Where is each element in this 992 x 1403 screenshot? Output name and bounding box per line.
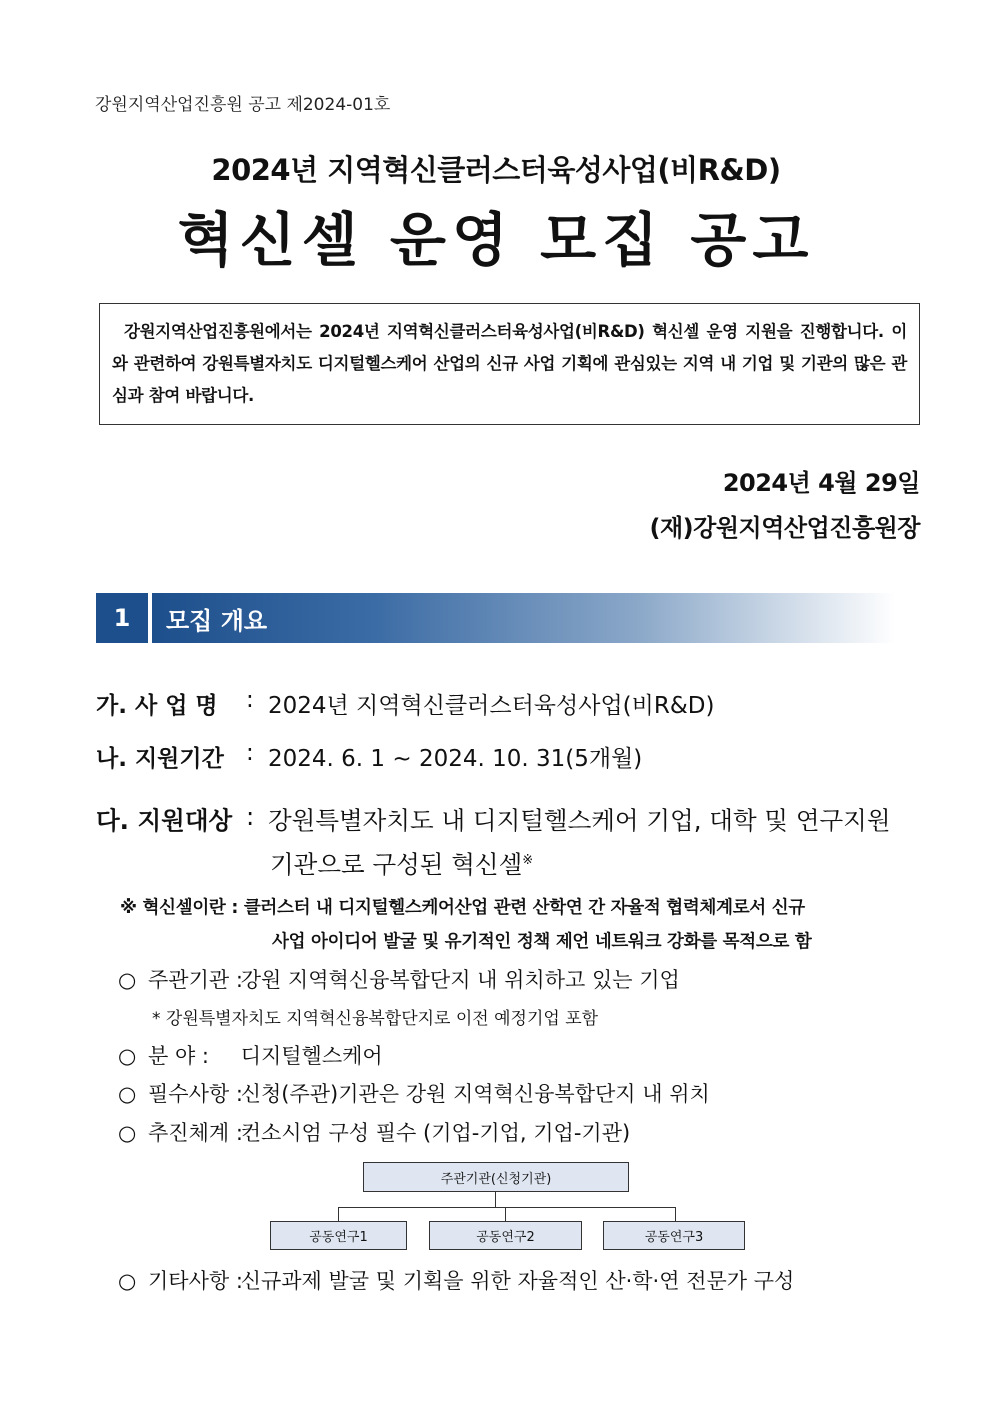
bullet-mark: ○ <box>118 1044 137 1068</box>
bullet-mark: ○ <box>118 1082 137 1106</box>
organization-name: (재)강원지역산업진흥원장 <box>649 514 920 542</box>
bullet-requirement <box>118 1078 710 1108</box>
bullet-mark: ○ <box>118 1269 137 1293</box>
item-value: 2024. 6. 1 ~ 2024. 10. 31(5개월) <box>268 746 643 772</box>
bullet-etc <box>118 1265 794 1295</box>
bullet-label: 기타사항 : <box>148 1269 243 1293</box>
section-header <box>96 593 896 643</box>
notice-number: 강원지역산업진흥원 공고 제2024-01호 <box>95 95 391 115</box>
bullet-sub-note: * 강원특별자치도 지역혁신융복합단지로 이전 예정기업 포함 <box>152 1009 599 1029</box>
bullet-label: 추진체계 : <box>148 1121 243 1145</box>
bullet-value: 디지털헬스케어 <box>240 1044 383 1068</box>
connector-line <box>338 1207 675 1208</box>
item-support-period: 나. 지원기간 : 2024. 6. 1 ~ 2024. 10. 31(5개월) <box>96 740 643 772</box>
section-number: 1 <box>96 593 148 643</box>
intro-box <box>99 303 920 425</box>
item-support-target: 다. 지원대상 : 강원특별자치도 내 디지털헬스케어 기업, 대학 및 연구지원 <box>96 802 891 835</box>
bullet-system <box>118 1117 630 1147</box>
connector-line <box>495 1192 496 1207</box>
bullet-label: 주관기관 : <box>148 968 243 992</box>
item-value: 강원특별자치도 내 디지털헬스케어 기업, 대학 및 연구지원 <box>268 806 891 835</box>
item-project-name: 가. 사 업 명 : 2024년 지역혁신클러스터육성사업(비R&D) <box>96 687 715 719</box>
bullet-field <box>118 1040 383 1070</box>
item-label: 다. 지원대상 <box>96 806 233 835</box>
note-line-2: 사업 아이디어 발굴 및 유기적인 정책 제언 네트워크 강화를 목적으로 함 <box>272 932 812 952</box>
connector-line <box>338 1207 339 1221</box>
org-chart-top: 주관기관(신청기관) <box>363 1162 629 1192</box>
bullet-value: 신규과제 발굴 및 기획을 위한 자율적인 산·학·연 전문가 구성 <box>240 1269 795 1293</box>
bullet-host-institution <box>118 964 680 994</box>
item-label: 나. 지원기간 <box>96 746 224 772</box>
title-line-1: 2024년 지역혁신클러스터육성사업(비R&D) <box>211 153 781 187</box>
item-value-line2: 기관으로 구성된 혁신셀 <box>270 850 523 879</box>
intro-text: 강원지역산업진흥원에서는 2024년 지역혁신클러스터육성사업(비R&D) 혁신셀 운영 지원을 진행합니다. 이와 관련하여 강원특별자치도 디지털헬스케어 산업의 신규 사업 기획에 관심있는 지역 내 기업 및 기관의 많은 관심과 참여 바랍니다. <box>112 322 907 405</box>
connector-line <box>505 1207 506 1221</box>
org-chart-child: 공동연구2 <box>429 1221 582 1250</box>
bullet-value: 컨소시엄 구성 필수 (기업-기업, 기업-기관) <box>240 1121 631 1145</box>
section-title: 모집 개요 <box>152 593 896 643</box>
org-chart-child: 공동연구1 <box>270 1221 407 1250</box>
reference-mark: ※ <box>522 852 534 868</box>
bullet-mark: ○ <box>118 968 137 992</box>
item-label: 가. 사 업 명 <box>96 693 218 719</box>
announcement-date: 2024년 4월 29일 <box>722 469 920 497</box>
bullet-value: 강원 지역혁신융복합단지 내 위치하고 있는 기업 <box>240 968 680 992</box>
bullet-value: 신청(주관)기관은 강원 지역혁신융복합단지 내 위치 <box>240 1082 710 1106</box>
bullet-mark: ○ <box>118 1121 137 1145</box>
note-line-1: ※ 혁신셀이란 : 클러스터 내 디지털헬스케어산업 관련 산학연 간 자율적 협력체계로서 신규 <box>120 898 805 918</box>
bullet-label: 필수사항 : <box>148 1082 243 1106</box>
item-value-continued <box>270 846 533 881</box>
org-chart-child: 공동연구3 <box>603 1221 745 1250</box>
connector-line <box>675 1207 676 1221</box>
bullet-label: 분 야 : <box>148 1044 209 1068</box>
page-title: 혁신셀 운영 모집 공고 <box>177 206 815 274</box>
item-value: 2024년 지역혁신클러스터육성사업(비R&D) <box>268 693 715 719</box>
